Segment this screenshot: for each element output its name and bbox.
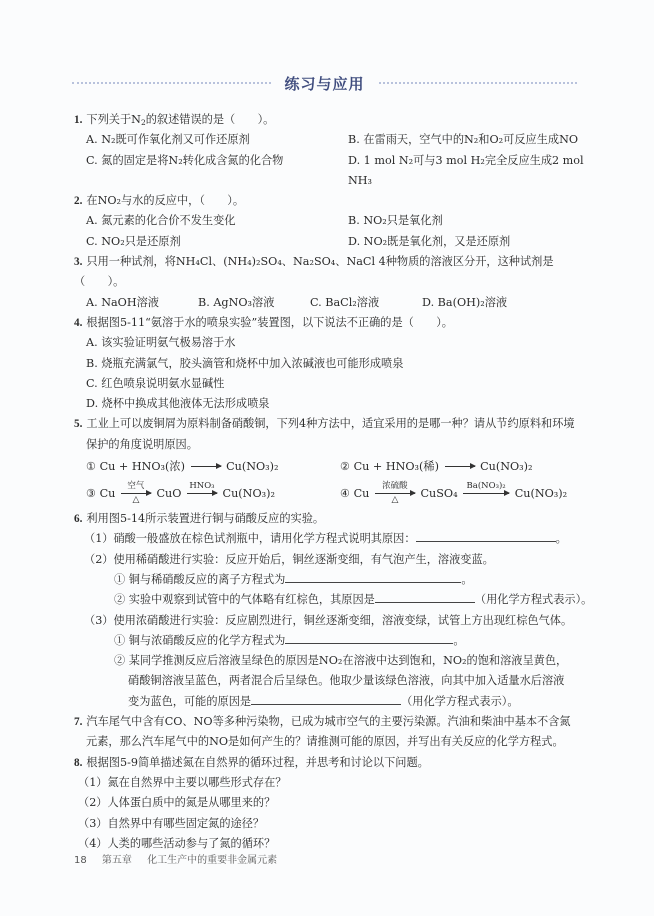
answer-blank[interactable]: [416, 529, 556, 542]
question-number: 7.: [74, 716, 83, 729]
method-4: [340, 481, 594, 506]
option-d: D. 1 mol N₂可与3 mol H₂完全反应生成2 mol NH₃: [348, 153, 584, 187]
sub-question-text: ① 铜与浓硝酸反应的化学方程式为: [114, 633, 286, 647]
dotted-divider-right: [379, 82, 578, 84]
question-stem: 利用图5-14所示装置进行铜与硝酸反应的实验。: [86, 512, 325, 526]
condition-above: 空气: [127, 481, 145, 492]
sub-question-4: （4）人类的哪些活动参与了氮的循环？: [78, 836, 276, 850]
sub-question-3: （3）使用浓硝酸进行实验：反应剧烈进行，铜丝逐渐变细，溶液变绿，试管上方出现红棕色气体。: [84, 613, 573, 627]
chapter-title: 化工生产中的重要非金属元素: [147, 855, 278, 866]
heat-icon: △: [391, 495, 399, 506]
sub-question-text: ① 铜与稀硝酸反应的离子方程式为: [114, 572, 286, 586]
option-c: C. 氮的固定是将N₂转化成含氮的化合物: [86, 153, 284, 167]
sub-question-2: （2）人体蛋白质中的氮是从哪里来的？: [78, 796, 276, 810]
option-d: D. Ba(OH)₂溶液: [422, 295, 508, 309]
question-number: 8.: [74, 756, 83, 769]
question-stem: 工业上可以废铜屑为原料制备硝酸铜，下列4种方法中，适宜采用的是哪一种？请从节约原料和环境: [86, 417, 575, 431]
sub-question-text: 变为蓝色，可能的原因是: [128, 694, 252, 708]
reactant: Cu: [99, 486, 116, 500]
sub-question-3-ii-cont: 硝酸铜溶液呈蓝色，两者混合后呈绿色。他取少量该绿色溶液，向其中加入适量水后溶液: [128, 674, 565, 688]
reaction-arrow-icon: [445, 466, 475, 467]
section-header: [72, 72, 577, 94]
sub-question-text: （1）硝酸一般盛放在棕色试剂瓶中，请用化学方程式说明其原因：: [84, 532, 416, 546]
product: Cu(NO₃)₂: [480, 459, 533, 473]
question-5: [74, 414, 594, 509]
sub-question-1: （1）氮在自然界中主要以哪些形式存在？: [78, 775, 287, 789]
product: Cu(NO₃)₂: [226, 459, 279, 473]
option-b: B. AgNO₃溶液: [198, 295, 275, 309]
reaction-arrow-icon: [187, 481, 217, 494]
question-6: [74, 509, 594, 712]
question-2: [74, 191, 594, 252]
question-stem-cont: 保护的角度说明原因。: [86, 437, 198, 451]
sub-question-3-i: [74, 631, 594, 651]
option-c: C. BaCl₂溶液: [310, 295, 380, 309]
condition-above: 浓硫酸: [382, 481, 408, 492]
heat-icon: △: [132, 495, 140, 506]
method-2: [340, 457, 594, 477]
reactant: Cu: [353, 486, 370, 500]
option-b: B. 烧瓶充满氯气，胶头滴管和烧杯中加入浓碱液也可能形成喷泉: [86, 356, 404, 370]
sub-question-text-end: （用化学方程式表示）。: [401, 694, 519, 708]
question-stem: 只用一种试剂，将NH₄Cl、(NH₄)₂SO₄、Na₂SO₄、NaCl 4种物质的溶液区分开，这种试剂是（ ）。: [74, 255, 554, 289]
option-a: A. N₂既可作氧化剂又可作还原剂: [86, 133, 250, 147]
question-number: 2.: [74, 195, 83, 208]
method-1: [86, 457, 340, 477]
reaction-arrow-icon: [121, 481, 151, 506]
question-stem: 下列关于N: [86, 113, 141, 126]
answer-blank[interactable]: [285, 570, 461, 583]
punct: 。: [555, 532, 567, 546]
reaction-arrow-icon: [375, 481, 415, 506]
method-3: [86, 481, 340, 506]
sub-question-2-i: [74, 570, 594, 590]
option-d: D. 烧杯中换成其他液体无法形成喷泉: [86, 397, 270, 411]
answer-blank[interactable]: [251, 692, 401, 705]
sub-question-1: [74, 529, 594, 549]
question-1: [74, 110, 594, 191]
method-mark: ③: [86, 486, 97, 500]
sub-question-text-end: （用化学方程式表示）。: [474, 593, 593, 607]
reactants: Cu + HNO₃(稀): [353, 459, 439, 473]
question-stem: 汽车尾气中含有CO、NO等多种污染物，已成为城市空气的主要污染源。汽油和柴油中基本不含氮: [86, 715, 571, 729]
question-stem-cont: 元素，那么汽车尾气中的NO是如何产生的？请推测可能的原因，并写出有关反应的化学方程式。: [86, 735, 564, 749]
option-d: D. NO₂既是氧化剂，又是还原剂: [348, 234, 511, 248]
option-a: A. NaOH溶液: [86, 295, 159, 309]
sub-question-2-ii: [74, 590, 594, 610]
subscript: 2: [140, 118, 146, 127]
question-number: 4.: [74, 316, 83, 329]
question-3: [74, 252, 594, 313]
punct: 。: [461, 572, 473, 586]
chapter-label: 第五章: [101, 855, 132, 866]
question-stem: 在NO₂与水的反应中，（ ）。: [86, 194, 245, 208]
intermediate: CuO: [156, 486, 182, 500]
sub-question-2: （2）使用稀硝酸进行实验：反应开始后，铜丝逐渐变细，有气泡产生，溶液变蓝。: [84, 552, 494, 566]
question-stem: 根据图5-11“氨溶于水的喷泉实验”装置图，以下说法不正确的是（ ）。: [86, 315, 453, 329]
section-title: 练习与应用: [284, 74, 365, 93]
question-number: 6.: [74, 513, 83, 526]
exercise-list: [74, 110, 594, 854]
question-4: [74, 313, 594, 414]
reaction-arrow-icon: [191, 466, 221, 467]
answer-blank[interactable]: [375, 590, 475, 603]
page-number: 18: [74, 855, 87, 866]
sub-question-text: ② 实验中观察到试管中的气体略有红棕色，其原因是: [114, 593, 375, 607]
option-c: C. NO₂只是还原剂: [86, 234, 181, 248]
question-stem: 根据图5-9简单描述氮在自然界的循环过程，并思考和讨论以下问题。: [86, 755, 429, 769]
question-number: 1.: [74, 114, 83, 126]
reaction-arrow-icon: [463, 481, 509, 494]
intermediate: CuSO₄: [420, 486, 458, 500]
reactants: Cu + HNO₃(浓): [99, 459, 185, 473]
option-a: A. 该实验证明氨气极易溶于水: [86, 336, 236, 350]
option-a: A. 氮元素的化合价不发生变化: [86, 214, 236, 228]
question-8: [74, 753, 594, 854]
method-mark: ①: [86, 459, 97, 473]
sub-question-3: （3）自然界中有哪些固定氮的途径？: [78, 816, 265, 830]
answer-blank[interactable]: [285, 631, 453, 644]
option-b: B. 在雷雨天，空气中的N₂和O₂可反应生成NO: [348, 133, 579, 147]
dotted-divider-left: [72, 82, 271, 84]
question-number: 5.: [74, 418, 83, 431]
option-c: C. 红色喷泉说明氨水显碱性: [86, 376, 225, 390]
condition-above: Ba(NO₃)₂: [466, 481, 506, 492]
page-footer: [74, 851, 289, 866]
question-7: [74, 712, 594, 753]
punct: 。: [453, 633, 465, 647]
sub-question-3-ii: ② 某同学推测反应后溶液呈绿色的原因是NO₂在溶液中达到饱和，NO₂的饱和溶液呈黄色，: [114, 654, 568, 668]
method-mark: ④: [340, 486, 351, 500]
condition-above: HNO₃: [189, 481, 215, 492]
question-stem-end: 的叙述错误的是（ ）。: [145, 113, 275, 126]
method-mark: ②: [340, 459, 351, 473]
sub-question-3-ii-end: [74, 692, 594, 712]
question-number: 3.: [74, 256, 83, 269]
product: Cu(NO₃)₂: [222, 486, 275, 500]
option-b: B. NO₂只是氧化剂: [348, 214, 443, 228]
product: Cu(NO₃)₂: [514, 486, 568, 500]
